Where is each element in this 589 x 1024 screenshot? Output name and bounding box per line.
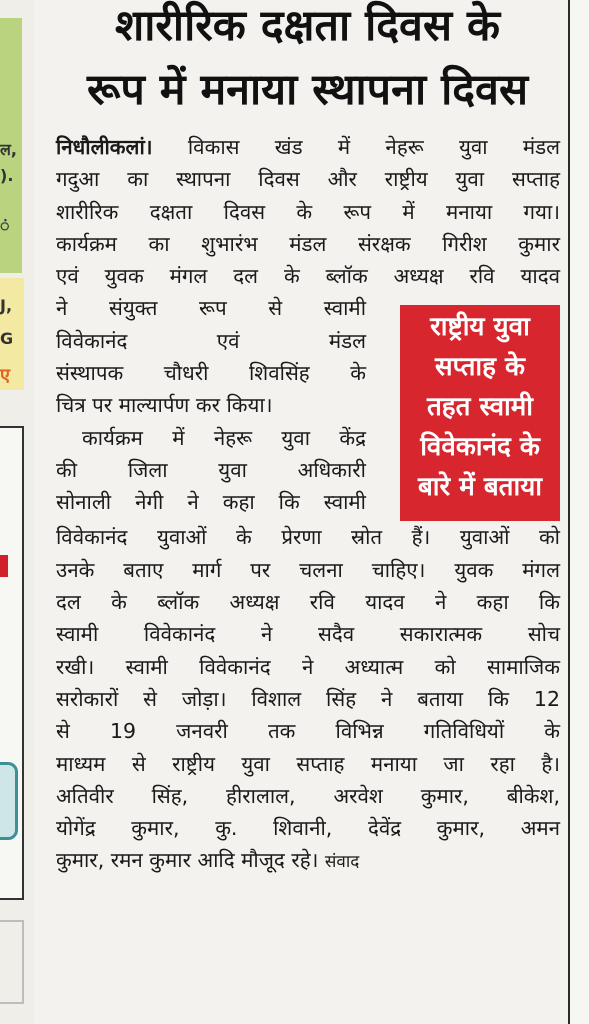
adjacent-text-fragment: ल, xyxy=(0,140,17,159)
article-body xyxy=(56,131,560,879)
article-line: कार्यक्रम में नेहरू युवा केंद्र xyxy=(82,425,366,450)
adjacent-column-strip xyxy=(0,0,34,1024)
page-margin xyxy=(570,0,589,1024)
article-line: विवेकानंद युवाओं के प्रेरणा स्रोत हैं। युवाओं को xyxy=(56,525,560,550)
article-line: सरोकारों से जोड़ा। विशाल सिंह ने बताया कि 12 xyxy=(56,686,560,711)
adjacent-text-fragment: J, xyxy=(0,296,13,315)
article-line: गदुआ का स्थापना दिवस और राष्ट्रीय युवा सप्ताह xyxy=(56,167,560,192)
adjacent-text-fragment: ). xyxy=(0,166,14,185)
article-line: ने संयुक्त रूप से स्वामी xyxy=(56,296,366,321)
article-line: सोनाली नेगी ने कहा कि स्वामी xyxy=(56,490,366,515)
article-line: शारीरिक दक्षता दिवस के रूप में मनाया गया। xyxy=(56,199,560,224)
article-line: रखी। स्वामी विवेकानंद ने अध्यात्म को सामाजिक xyxy=(56,654,560,679)
article-line: की जिला युवा अधिकारी xyxy=(56,457,366,482)
article-line: संस्थापक चौधरी शिवसिंह के xyxy=(56,361,366,386)
adjacent-text-fragment: ं xyxy=(0,216,10,235)
article-headline xyxy=(50,0,565,122)
pull-quote-callout xyxy=(400,305,560,521)
article-credit: संवाद xyxy=(324,852,360,873)
callout-line: राष्ट्रीय युवा xyxy=(430,312,530,343)
article-line: माध्यम से राष्ट्रीय युवा सप्ताह मनाया जा रहा है। xyxy=(56,751,560,776)
headline-line-1: शारीरिक दक्षता दिवस के xyxy=(114,1,501,51)
article-line: अतिवीर सिंह, हीरालाल, अरवेश कुमार, बीकेश, xyxy=(56,783,560,808)
callout-line: बारे में बताया xyxy=(417,472,543,503)
article-narrow-column xyxy=(56,292,366,521)
callout-line: विवेकानंद के xyxy=(420,432,540,463)
article-line: एवं युवक मंगल दल के ब्लॉक अध्यक्ष रवि यादव xyxy=(56,264,560,289)
article-line: दल के ब्लॉक अध्यक्ष रवि यादव ने कहा कि xyxy=(56,590,560,615)
adjacent-text-fragment: G xyxy=(0,329,14,348)
article-line: योगेंद्र कुमार, कु. शिवानी, देवेंद्र कुमार, अमन xyxy=(56,816,560,841)
article-line: उनके बताए मार्ग पर चलना चाहिए। युवक मंगल xyxy=(56,557,560,582)
article-dateline: निधौलीकलां। xyxy=(56,135,153,159)
article-line-1 xyxy=(56,131,560,163)
adjacent-text-fragment: ए xyxy=(0,365,10,386)
article-with-callout xyxy=(56,292,560,521)
adjacent-red-marker xyxy=(0,555,8,577)
article-line: कार्यक्रम का शुभारंभ मंडल संरक्षक गिरीश कुमार xyxy=(56,231,560,256)
headline-line-2: रूप में मनाया स्थापना दिवस xyxy=(86,65,529,115)
callout-line: तहत स्वामी xyxy=(426,392,534,423)
adjacent-bottom-panel xyxy=(0,920,24,1004)
article-line: स्वामी विवेकानंद ने सदैव सकारात्मक सोच xyxy=(56,622,560,647)
article-closing-text: कुमार, रमन कुमार आदि मौजूद रहे। xyxy=(56,848,319,873)
article-line: चित्र पर माल्यार्पण कर किया। xyxy=(56,393,273,418)
article-line-1-text: विकास खंड में नेहरू युवा मंडल xyxy=(187,135,560,159)
article-line: विवेकानंद एवं मंडल xyxy=(56,328,366,353)
callout-line: सप्ताह के xyxy=(435,352,525,383)
article-line: से 19 जनवरी तक विभिन्न गतिविधियों के xyxy=(56,719,560,744)
article-last-line xyxy=(56,844,560,878)
adjacent-teal-shape xyxy=(0,762,18,840)
